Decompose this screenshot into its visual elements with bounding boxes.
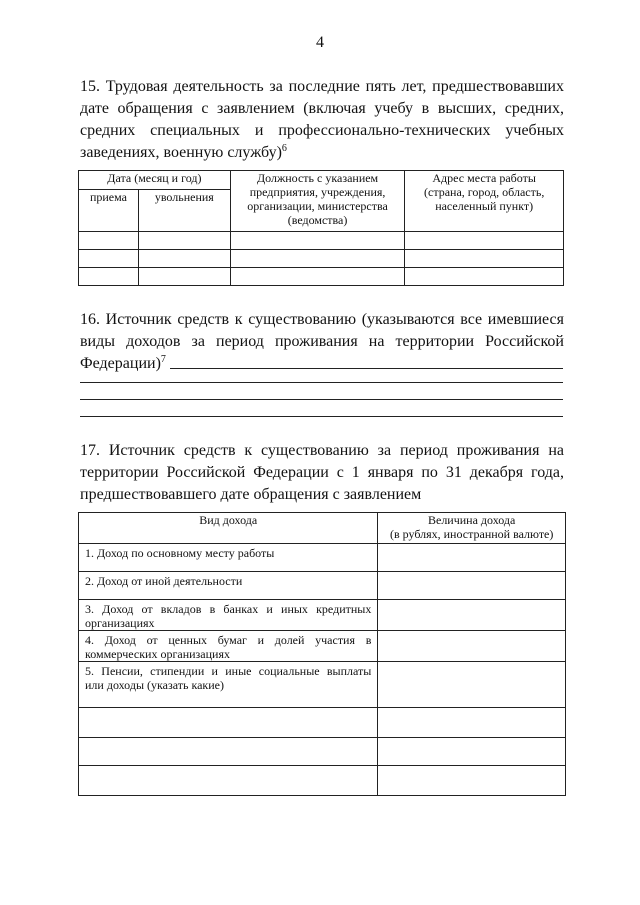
text-line: 16. Источник средств к существованию (указываются все имевшиеся <box>80 311 564 328</box>
table-row <box>79 662 566 708</box>
answer-line[interactable] <box>170 368 563 369</box>
answer-line[interactable] <box>80 416 563 417</box>
text-line: 15. Трудовая деятельность за последние пять лет, предшествовавших <box>80 78 564 95</box>
text-line: 17. Источник средств к существованию за период проживания на <box>80 442 564 459</box>
table-row <box>79 572 566 600</box>
text-line: виды доходов за период проживания на территории Российской <box>80 333 564 350</box>
income-amount-cell[interactable] <box>378 572 566 600</box>
income-amount-cell[interactable] <box>378 631 566 662</box>
text-line: Федерации)$^7$ <box>80 354 166 372</box>
table-row <box>79 600 566 631</box>
section-15-heading <box>80 76 564 164</box>
page-number: 4 <box>316 34 324 51</box>
section-17-heading <box>80 440 564 506</box>
section-16-heading <box>80 309 564 375</box>
answer-line[interactable] <box>80 382 563 383</box>
income-table <box>78 512 566 796</box>
income-kind-cell: 4. Доход от ценных бумаг и долей участия в коммерческих организациях <box>79 631 378 662</box>
table-row <box>79 544 566 572</box>
footnote-7: 7 <box>160 354 166 365</box>
table-row <box>79 738 566 766</box>
table-row <box>79 250 564 268</box>
table-row <box>79 631 566 662</box>
table-row <box>79 232 564 250</box>
footnote-6: 6 <box>281 143 287 154</box>
position-header: Должность с указанием предприятия, учреждения, организации, министерства (ведомства) <box>230 171 405 232</box>
dismissal-header: увольнения <box>138 190 230 232</box>
income-amount-cell[interactable] <box>378 662 566 708</box>
address-header: Адрес места работы (страна, город, область, населенный пункт) <box>405 171 564 232</box>
date-header: Дата (месяц и год) <box>79 171 231 190</box>
hire-header: приема <box>79 190 139 232</box>
table-row <box>79 766 566 796</box>
text-line: территории Российской Федерации с 1 января по 31 декабря года, <box>80 464 564 481</box>
income-kind-cell: 5. Пенсии, стипендии и иные социальные выплаты или доходы (указать какие) <box>79 662 378 708</box>
income-kind-header: Вид дохода <box>79 513 378 544</box>
text-line: средних специальных и профессионально-технических учебных <box>80 122 564 139</box>
income-kind-cell: 2. Доход от иной деятельности <box>79 572 378 600</box>
income-kind-cell: 3. Доход от вкладов в банках и иных кредитных организациях <box>79 600 378 631</box>
answer-line[interactable] <box>80 399 563 400</box>
table-row <box>79 268 564 286</box>
work-history-table <box>78 170 564 286</box>
text-line: дате обращения с заявлением (включая учебу в высших, средних, <box>80 100 564 117</box>
income-amount-cell[interactable] <box>378 544 566 572</box>
income-kind-cell: 1. Доход по основному месту работы <box>79 544 378 572</box>
income-amount-header: Величина дохода (в рублях, иностранной валюте) <box>378 513 566 544</box>
income-amount-cell[interactable] <box>378 600 566 631</box>
text-line: предшествовавшего дате обращения с заявлением <box>80 486 422 503</box>
text-line: заведениях, военную службу)$^6$ <box>80 143 287 161</box>
table-row <box>79 708 566 738</box>
